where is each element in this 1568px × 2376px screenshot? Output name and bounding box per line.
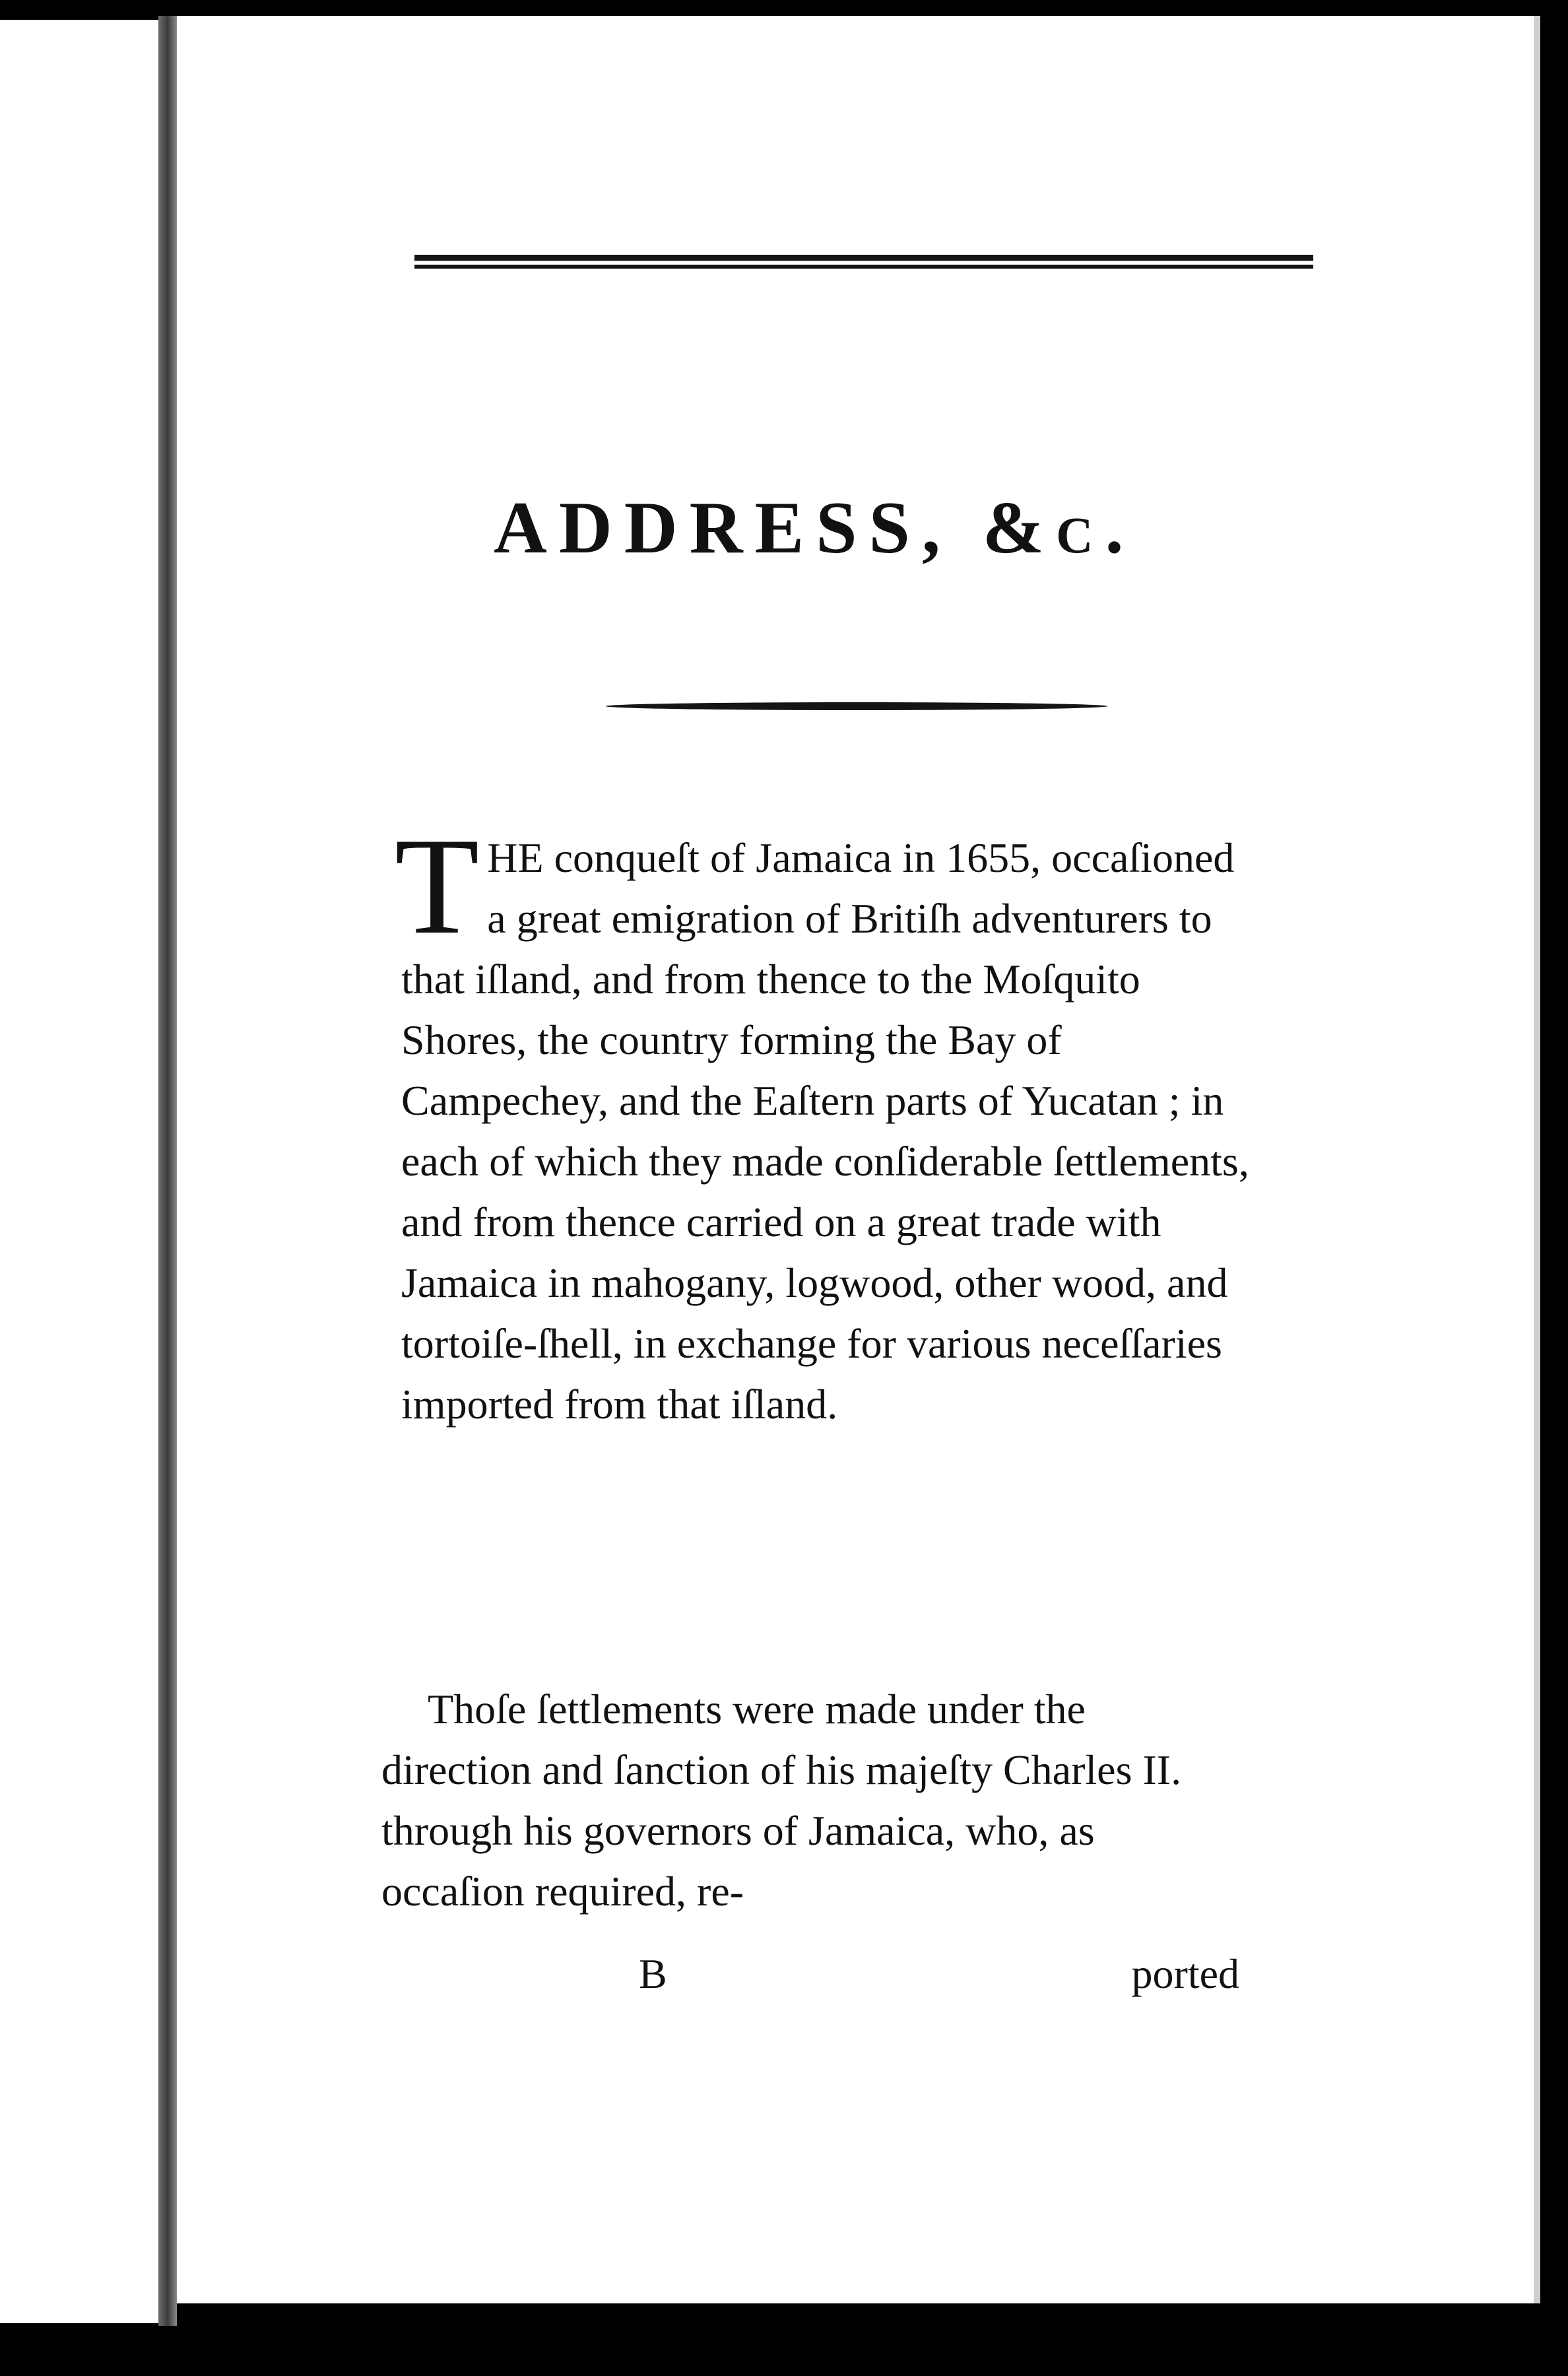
first-word-rest: HE: [487, 834, 544, 881]
paragraph-1: [395, 810, 1253, 1435]
page-title: ADDRESS, &c.: [494, 487, 1136, 569]
book-gutter: [158, 16, 177, 2326]
signature-mark: B: [639, 1950, 667, 1997]
title-rule: [606, 702, 1107, 710]
paragraph-2: Thoſe ſettlements were made under the direction and ſanction of his majeſty Charles II. through his governors of Jamaica, who, as occaſion required, re-: [381, 1686, 1182, 1915]
book-page: [177, 16, 1540, 2303]
catchword: ported: [1131, 1950, 1239, 1997]
drop-cap: T: [395, 810, 480, 963]
page-footer: [381, 1950, 1239, 2009]
left-blank-page: [0, 20, 158, 2323]
top-double-rule: [414, 255, 1313, 273]
paragraph-1-text: conqueſt of Jamaica in 1655, occaſioned a great emigration of Britiſh adventurers to that iſland, and from thence to the Moſquito Shores, the country forming the Bay of Campechey, and the Eaſtern parts of Yucatan ; in each of which they made conſiderable ſettlements, and from thence carried on a great trade with Jamaica in mahogany, logwood, other wood, and tortoiſe-ſhell, in exchange for various neceſſaries imported from that iſland.: [401, 834, 1249, 1428]
